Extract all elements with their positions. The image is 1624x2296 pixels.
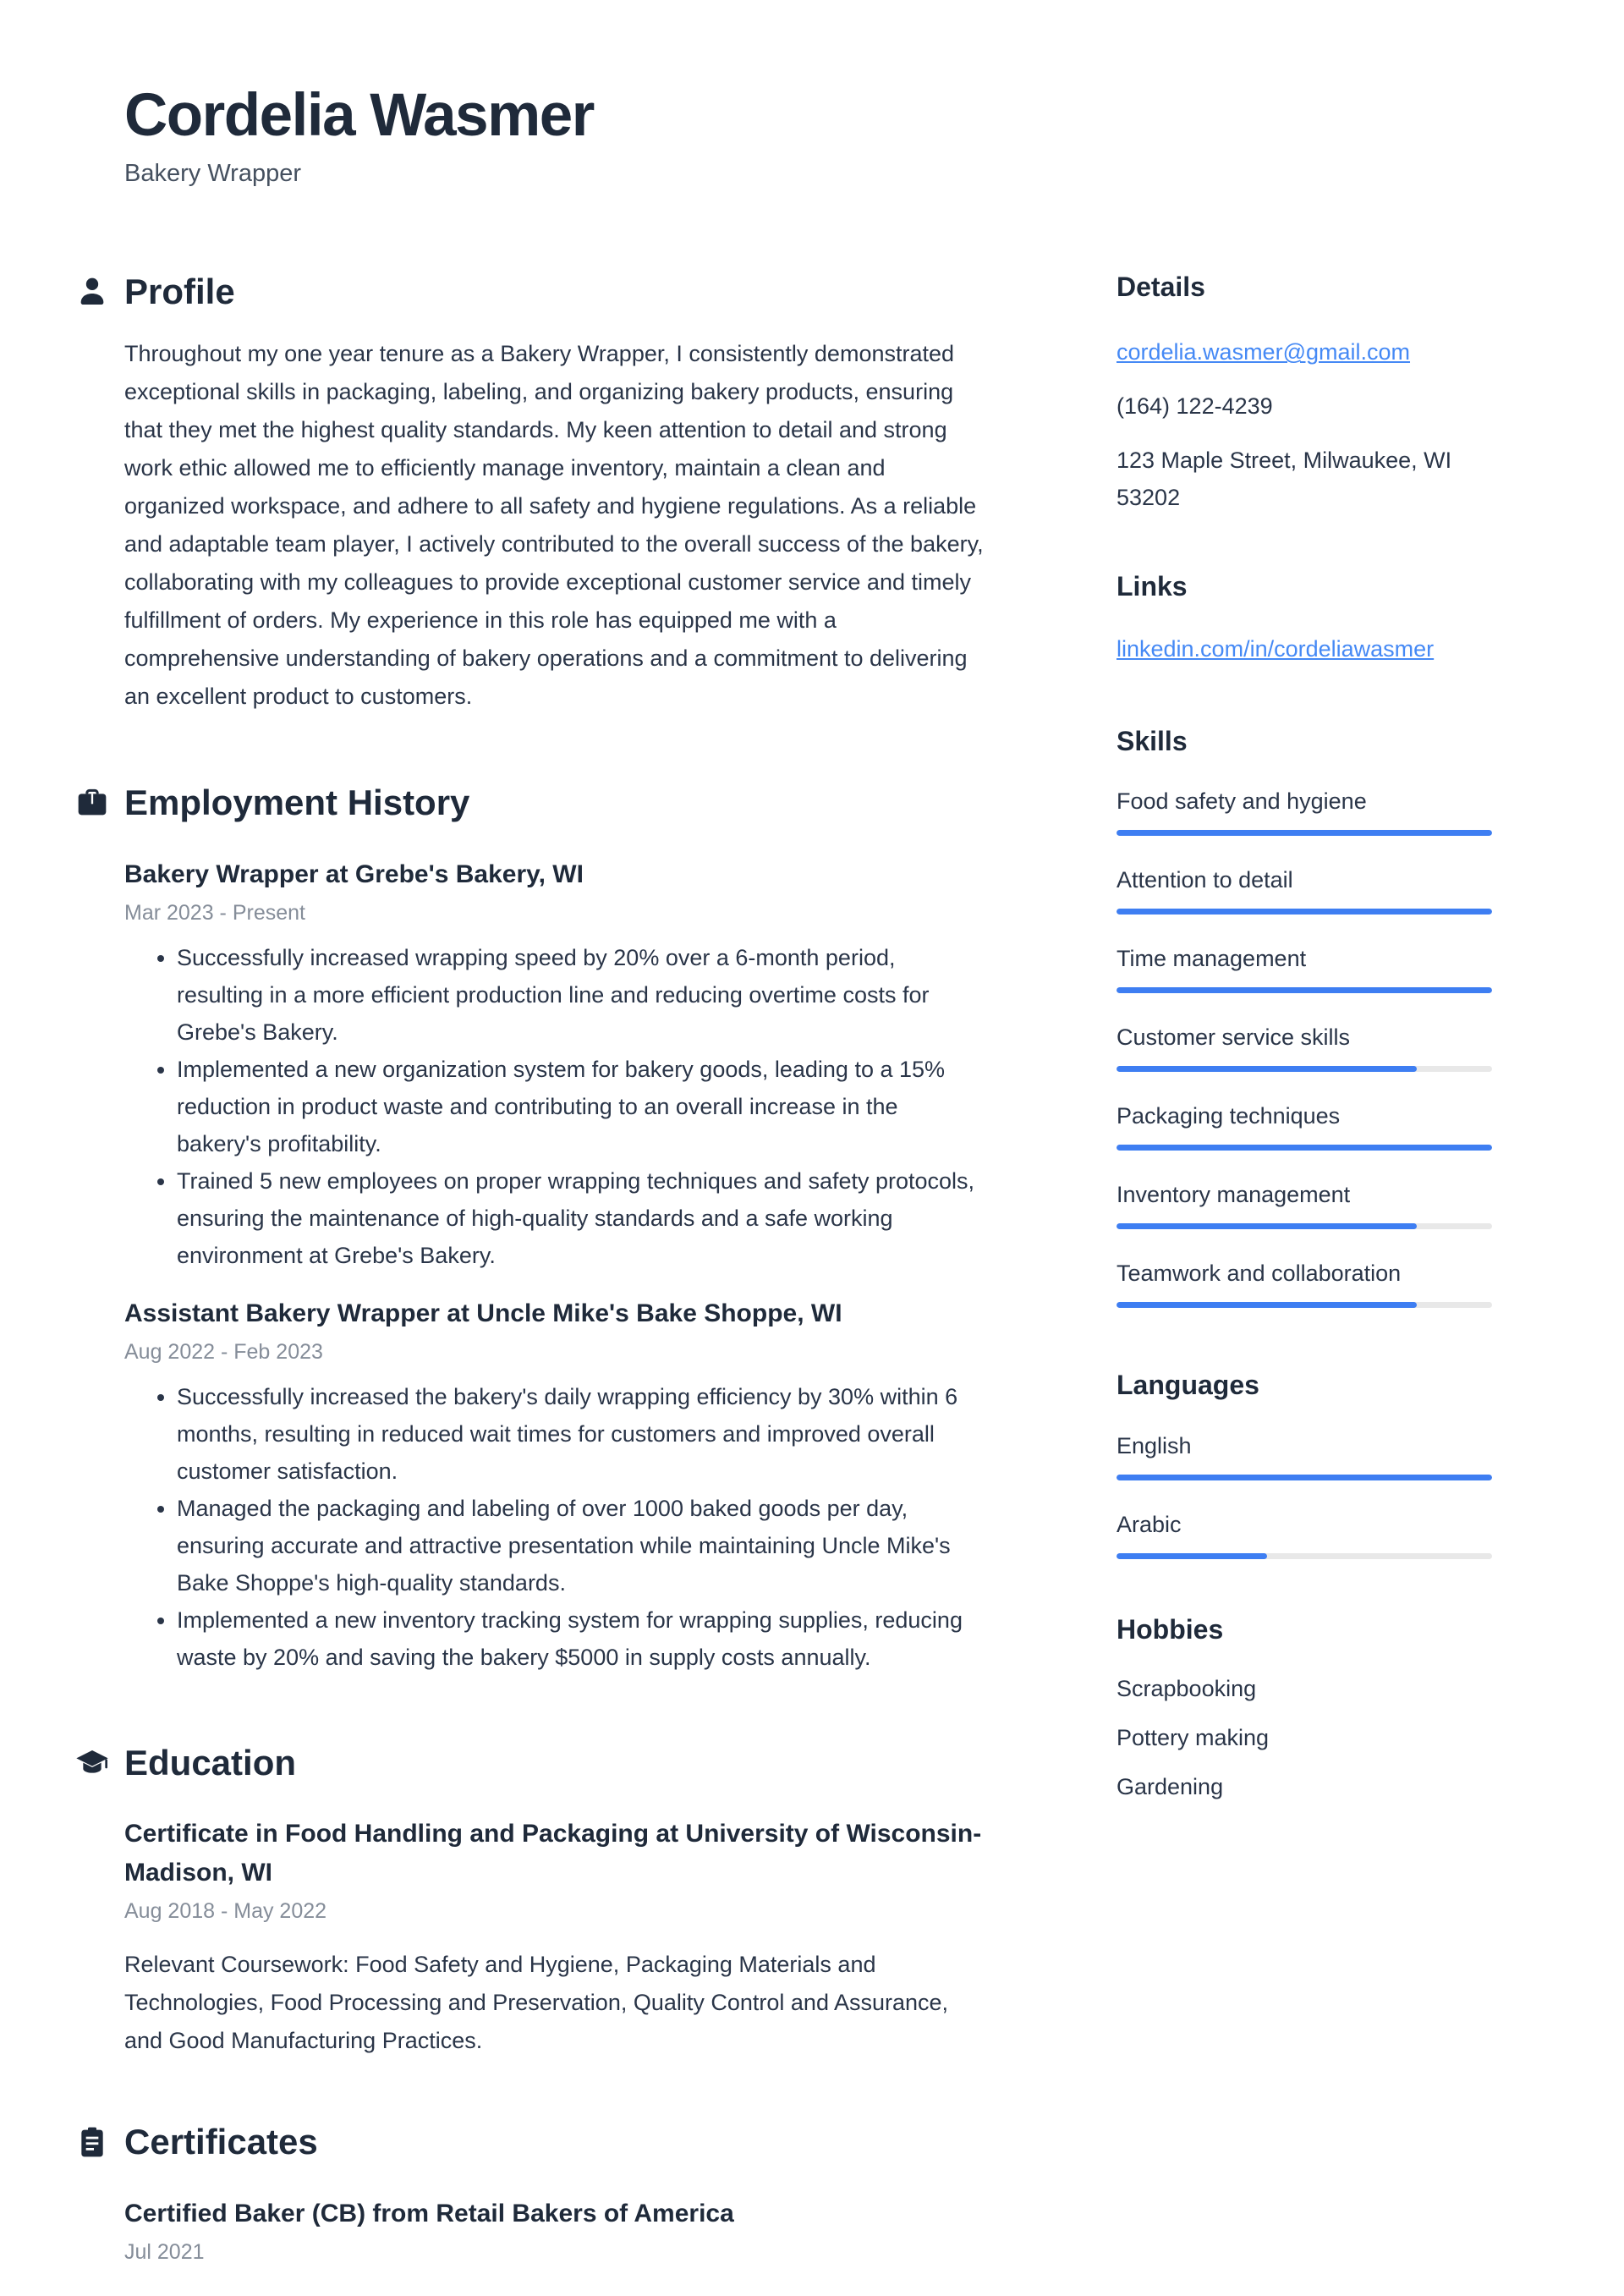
hobby-item: Gardening: [1116, 1773, 1224, 1799]
skill-bar: [1116, 1066, 1492, 1072]
skill-bar-fill: [1116, 830, 1492, 836]
certificates-heading-label: Certificates: [124, 2122, 318, 2162]
job-bullet: • Successfully increased wrapping speed by 20% over a 6-month period, resulting in a more efficient production line and reducing overtime costs for Grebe's Bakery.: [177, 939, 987, 1051]
skill-item: [1116, 1022, 1497, 1072]
certificate-entry-dates: Jul 2021: [124, 2239, 205, 2264]
education-entry: [124, 1815, 987, 2060]
skill-bar: [1116, 987, 1492, 993]
linkedin-link[interactable]: linkedin.com/in/cordeliawasmer: [1116, 635, 1435, 662]
language-bar-fill: [1116, 1475, 1492, 1480]
skill-item: [1116, 1101, 1497, 1151]
hobby-item: Scrapbooking: [1116, 1675, 1257, 1701]
phone-number: (164) 122-4239: [1116, 393, 1273, 420]
education-entry-dates: Aug 2018 - May 2022: [124, 1899, 327, 1924]
skill-bar: [1116, 1302, 1492, 1308]
profile-heading: [124, 271, 987, 313]
skill-label: Customer service skills: [1116, 1024, 1351, 1051]
skill-label: Time management: [1116, 946, 1307, 972]
education-section: [124, 1742, 987, 2060]
job-entry-title: Bakery Wrapper at Grebe's Bakery, WI: [124, 860, 584, 888]
address: 123 Maple Street, Milwaukee, WI 53202: [1116, 448, 1452, 511]
skill-bar-fill: [1116, 1066, 1417, 1072]
job-bullet: • Managed the packaging and labeling of over 1000 baked goods per day, ensuring accurate and attractive presentation while maintaining Uncle Mike's Bake Shoppe's high-quality standards.: [177, 1490, 987, 1601]
link-row: [1116, 630, 1497, 667]
skill-label: Attention to detail: [1116, 867, 1293, 893]
skill-item: [1116, 786, 1497, 836]
certificate-entry-title: Certified Baker (CB) from Retail Bakers of America: [124, 2199, 734, 2227]
education-entry-title: Certificate in Food Handling and Packaging at University of Wisconsin-Madison, WI: [124, 1820, 982, 1887]
language-label: English: [1116, 1432, 1192, 1458]
candidate-name: Cordelia Wasmer: [124, 82, 594, 149]
job-entry-dates: Aug 2022 - Feb 2023: [124, 1339, 323, 1364]
briefcase-icon: [75, 786, 109, 820]
resume-header: [124, 81, 1497, 188]
hobby-list: [1116, 1664, 1497, 1811]
job-bullet: • Implemented a new organization system for bakery goods, leading to a 15% reduction in product waste and contributing to an overall increase in the bakery's profitability.: [177, 1051, 987, 1162]
skill-item: [1116, 1258, 1497, 1308]
language-bar: [1116, 1475, 1492, 1480]
skill-item: [1116, 865, 1497, 915]
language-item: [1116, 1509, 1497, 1559]
language-bar-fill: [1116, 1553, 1267, 1559]
job-bullet: • Successfully increased the bakery's daily wrapping efficiency by 30% within 6 months, resulting in reduced wait times for customers and improved overall customer satisfaction.: [177, 1378, 987, 1490]
education-heading-label: Education: [124, 1742, 297, 1782]
skill-bar-fill: [1116, 1223, 1417, 1229]
profile-text: Throughout my one year tenure as a Bakery Wrapper, I consistently demonstrated exceptional skills in packaging, labeling, and organizing bakery products, ensuring that they met the highest quality standards. My keen attention to detail and strong work ethic allowed me to efficiently manage inventory, maintain a clean and organized workspace, and adhere to all safety and hygiene regulations. As a reliable and adaptable team player, I actively contributed to the overall success of the bakery, collaborating with my colleagues to provide exceptional customer service and timely fulfillment of orders. My experience in this role has equipped me with a comprehensive understanding of bakery operations and a commitment to delivering an excellent product to customers.: [124, 341, 984, 710]
employment-heading-label: Employment History: [124, 783, 470, 823]
main-column: [124, 271, 987, 2265]
employment-section: [124, 782, 987, 1675]
job-entry: [124, 855, 987, 1274]
certificate-entry: [124, 2194, 987, 2265]
skills-heading: Skills: [1116, 725, 1188, 756]
languages-heading: Languages: [1116, 1370, 1259, 1401]
job-bullet: • Trained 5 new employees on proper wrapping techniques and safety protocols, ensuring the maintenance of high-quality standards and a safe working environment at Grebe's Bakery.: [177, 1162, 987, 1274]
content-columns: [124, 271, 1497, 2265]
certificates-heading: [124, 2121, 987, 2163]
email-link[interactable]: cordelia.wasmer@gmail.com: [1116, 339, 1411, 365]
candidate-job-title: Bakery Wrapper: [124, 160, 301, 187]
language-item: [1116, 1431, 1497, 1480]
skill-label: Inventory management: [1116, 1182, 1351, 1208]
job-bullet: • Implemented a new inventory tracking system for wrapping supplies, reducing waste by 20% and saving the bakery $5000 in supply costs annually.: [177, 1601, 987, 1676]
skill-bar-fill: [1116, 987, 1492, 993]
skill-label: Teamwork and collaboration: [1116, 1261, 1402, 1287]
skill-bar: [1116, 1223, 1492, 1229]
job-entry: [124, 1294, 987, 1676]
profile-section: [124, 271, 987, 716]
skill-bar-fill: [1116, 1145, 1492, 1151]
skill-bar-fill: [1116, 909, 1492, 915]
education-heading: [124, 1742, 987, 1784]
links-heading: Links: [1116, 571, 1188, 602]
job-bullet-list: [124, 939, 987, 1274]
email-row: [1116, 333, 1497, 371]
skill-bar: [1116, 909, 1492, 915]
skill-label: Food safety and hygiene: [1116, 788, 1367, 815]
profile-heading-label: Profile: [124, 272, 235, 311]
job-entry-dates: Mar 2023 - Present: [124, 900, 305, 925]
hobbies-heading: Hobbies: [1116, 1613, 1224, 1645]
skill-bar: [1116, 1145, 1492, 1151]
job-entry-title: Assistant Bakery Wrapper at Uncle Mike's Bake Shoppe, WI: [124, 1299, 842, 1327]
employment-heading: [124, 782, 987, 824]
certificates-section: [124, 2121, 987, 2264]
person-icon: [75, 275, 109, 309]
language-bar: [1116, 1553, 1492, 1559]
language-label: Arabic: [1116, 1511, 1182, 1537]
details-heading: Details: [1116, 272, 1205, 302]
hobby-item: Pottery making: [1116, 1724, 1270, 1750]
clipboard-icon: [75, 2125, 109, 2159]
skill-item: [1116, 943, 1497, 993]
skill-item: [1116, 1179, 1497, 1229]
skill-bar-fill: [1116, 1302, 1417, 1308]
sidebar: [1116, 271, 1497, 2265]
education-entry-description: Relevant Coursework: Food Safety and Hygiene, Packaging Materials and Technologies, Food Processing and Preservation, Quality Control and Assurance, and Good Manufacturing Practices.: [124, 1952, 949, 2054]
job-bullet-list: [124, 1378, 987, 1676]
skill-bar: [1116, 830, 1492, 836]
graduation-cap-icon: [75, 1746, 109, 1780]
skill-label: Packaging techniques: [1116, 1103, 1341, 1129]
